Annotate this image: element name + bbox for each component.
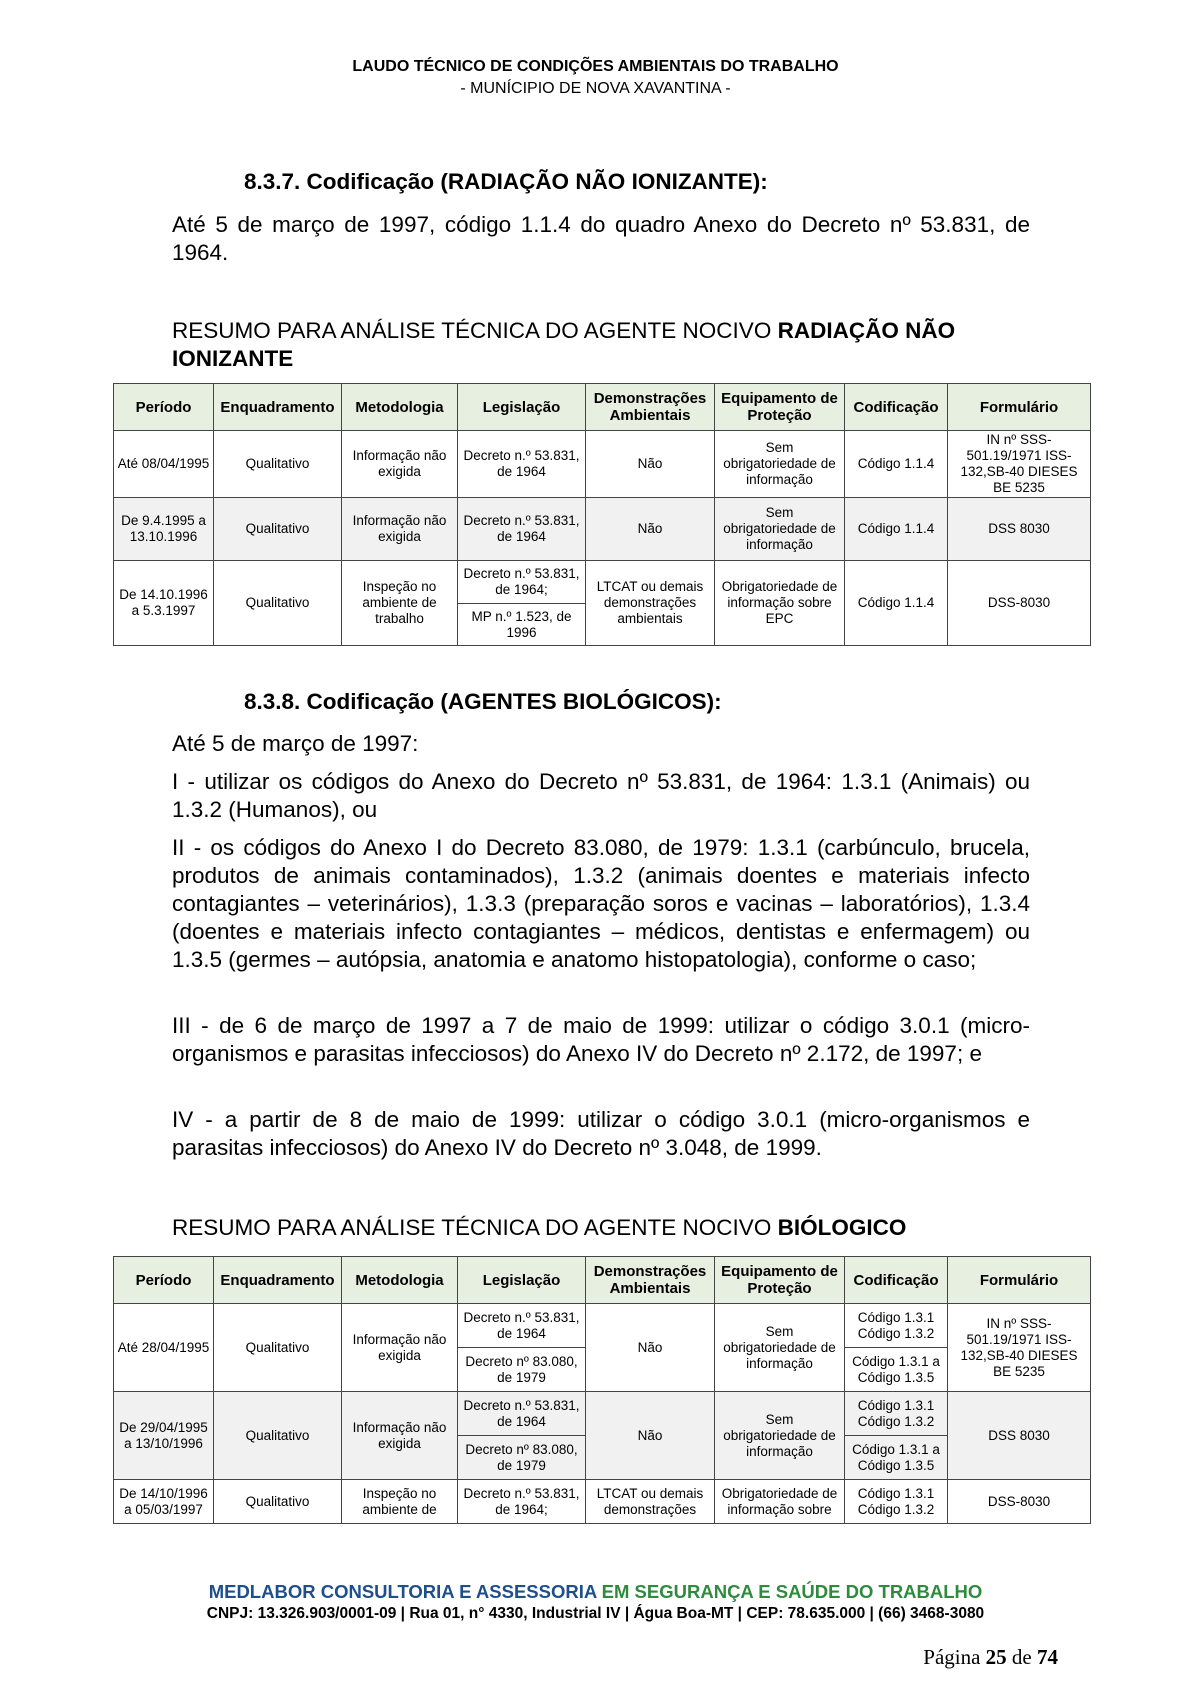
footer-company-name: MEDLABOR CONSULTORIA E ASSESSORIA [208, 1581, 597, 1602]
col-header-codificacao: Codificação [845, 384, 948, 431]
page-total: 74 [1037, 1645, 1058, 1669]
cell-enquadramento: Qualitativo [214, 1304, 342, 1392]
cell-equipamento: Sem obrigatoriedade de informação [715, 498, 845, 561]
cell-formulario: IN nº SSS-501.19/1971 ISS-132,SB-40 DIESES BE 5235 [948, 1304, 1091, 1392]
page-number [923, 1645, 1058, 1670]
cell-formulario: DSS 8030 [948, 1392, 1091, 1480]
cell-demonstracoes: Não [586, 431, 715, 498]
col-header-enquadramento: Enquadramento [214, 384, 342, 431]
section-8-3-7-title: 8.3.7. Codificação (RADIAÇÃO NÃO IONIZANTE): [244, 169, 768, 194]
section-8-3-8-item-4: IV - a partir de 8 de maio de 1999: utilizar o código 3.0.1 (micro-organismos e parasitas infecciosos) do Anexo IV do Decreto nº 3.048, de 1999. [172, 1107, 1030, 1160]
cell-metodologia: Informação não exigida [342, 1392, 458, 1480]
col-header-legislacao: Legislação [458, 1257, 586, 1304]
resumo-prefix: RESUMO PARA ANÁLISE TÉCNICA DO AGENTE NOCIVO [172, 318, 778, 343]
cell-equipamento: Sem obrigatoriedade de informação [715, 1392, 845, 1480]
col-header-formulario: Formulário [948, 384, 1091, 431]
col-header-formulario: Formulário [948, 1257, 1091, 1304]
cell-demonstracoes: Não [586, 498, 715, 561]
table-row [114, 1392, 1091, 1436]
cell-demonstracoes: LTCAT ou demais demonstrações ambientais [586, 561, 715, 646]
cell-legislacao: Decreto nº 83.080, de 1979 [458, 1348, 586, 1392]
cell-legislacao: Decreto n.º 53.831, de 1964 [458, 498, 586, 561]
section-8-3-7-text: Até 5 de março de 1997, código 1.1.4 do quadro Anexo do Decreto nº 53.831, de 1964. [172, 212, 1030, 265]
radiacao-summary-table [113, 383, 1091, 646]
col-header-periodo: Período [114, 384, 214, 431]
table-row [114, 431, 1091, 498]
resumo-biologico-heading [172, 1214, 1042, 1242]
cell-enquadramento: Qualitativo [214, 1480, 342, 1524]
cell-periodo: De 29/04/1995 a 13/10/1996 [114, 1392, 214, 1480]
col-header-metodologia: Metodologia [342, 1257, 458, 1304]
col-header-periodo: Período [114, 1257, 214, 1304]
cell-legislacao: Decreto n.º 53.831, de 1964 [458, 1392, 586, 1436]
cell-metodologia: Inspeção no ambiente de trabalho [342, 561, 458, 646]
resumo-radiacao-heading [172, 317, 1042, 373]
col-header-equipamento: Equipamento de Proteção [715, 1257, 845, 1304]
table-row [114, 1304, 1091, 1348]
cell-enquadramento: Qualitativo [214, 1392, 342, 1480]
cell-periodo: De 14.10.1996 a 5.3.1997 [114, 561, 214, 646]
footer-company [0, 1581, 1191, 1603]
col-header-enquadramento: Enquadramento [214, 1257, 342, 1304]
cell-codificacao: Código 1.1.4 [845, 431, 948, 498]
cell-formulario: DSS-8030 [948, 1480, 1091, 1524]
col-header-codificacao: Codificação [845, 1257, 948, 1304]
page-label: Página [923, 1645, 981, 1669]
cell-formulario: DSS 8030 [948, 498, 1091, 561]
cell-legislacao: Decreto n.º 53.831, de 1964; [458, 1480, 586, 1524]
cell-metodologia: Informação não exigida [342, 498, 458, 561]
cell-legislacao: Decreto n.º 53.831, de 1964 [458, 1304, 586, 1348]
cell-demonstracoes: LTCAT ou demais demonstrações [586, 1480, 715, 1524]
section-8-3-8-item-3: III - de 6 de março de 1997 a 7 de maio de 1999: utilizar o código 3.0.1 (micro-organismos e parasitas infecciosos) do Anexo IV do Decreto nº 2.172, de 1997; e [172, 1013, 1030, 1066]
resumo-agent: RADIAÇÃO NÃO IONIZANTE [172, 318, 956, 371]
cell-periodo: De 14/10/1996 a 05/03/1997 [114, 1480, 214, 1524]
section-8-3-8-title: 8.3.8. Codificação (AGENTES BIOLÓGICOS): [244, 689, 722, 714]
col-header-demonstracoes: Demonstrações Ambientais [586, 384, 715, 431]
cell-equipamento: Sem obrigatoriedade de informação [715, 431, 845, 498]
cell-periodo: Até 08/04/1995 [114, 431, 214, 498]
table-row [114, 498, 1091, 561]
cell-codificacao: Código 1.3.1 Código 1.3.2 [845, 1304, 948, 1348]
resumo-prefix: RESUMO PARA ANÁLISE TÉCNICA DO AGENTE NOCIVO [172, 1215, 778, 1240]
cell-equipamento: Obrigatoriedade de informação sobre EPC [715, 561, 845, 646]
resumo-agent: BIÓLOGICO [777, 1215, 907, 1240]
cell-enquadramento: Qualitativo [214, 431, 342, 498]
table-header-row [114, 384, 1091, 431]
section-8-3-8-intro: Até 5 de março de 1997: [172, 731, 419, 756]
cell-codificacao: Código 1.1.4 [845, 561, 948, 646]
cell-codificacao: Código 1.3.1 a Código 1.3.5 [845, 1348, 948, 1392]
table-header-row [114, 1257, 1091, 1304]
cell-metodologia: Informação não exigida [342, 431, 458, 498]
cell-legislacao: Decreto n.º 53.831, de 1964; [458, 561, 586, 604]
table-row [114, 561, 1091, 604]
cell-equipamento: Obrigatoriedade de informação sobre [715, 1480, 845, 1524]
cell-demonstracoes: Não [586, 1392, 715, 1480]
cell-metodologia: Informação não exigida [342, 1304, 458, 1392]
cell-legislacao: Decreto n.º 53.831, de 1964 [458, 431, 586, 498]
footer-company-suffix: EM SEGURANÇA E SAÚDE DO TRABALHO [601, 1581, 983, 1602]
cell-formulario: DSS-8030 [948, 561, 1091, 646]
section-8-3-8-item-2: II - os códigos do Anexo I do Decreto 83.080, de 1979: 1.3.1 (carbúnculo, brucela, produtos de animais contaminados), 1.3.2 (animais doentes e materiais infecto contagiantes – veterinários), 1.3.3 (preparação soros e vacinas – laboratórios), 1.3.4 (doentes e materiais infecto contagiantes – médicos, dentistas e enfermagem) ou 1.3.5 (germes – autópsia, anatomia e anatomo histopatologia), conforme o caso; [172, 835, 1030, 972]
cell-codificacao: Código 1.3.1 Código 1.3.2 [845, 1480, 948, 1524]
col-header-metodologia: Metodologia [342, 384, 458, 431]
cell-codificacao: Código 1.1.4 [845, 498, 948, 561]
cell-demonstracoes: Não [586, 1304, 715, 1392]
cell-periodo: Até 28/04/1995 [114, 1304, 214, 1392]
cell-formulario: IN nº SSS-501.19/1971 ISS-132,SB-40 DIESES BE 5235 [948, 431, 1091, 498]
cell-equipamento: Sem obrigatoriedade de informação [715, 1304, 845, 1392]
cell-legislacao: MP n.º 1.523, de 1996 [458, 604, 586, 646]
col-header-legislacao: Legislação [458, 384, 586, 431]
document-header-subtitle: - MUNÍCIPIO DE NOVA XAVANTINA - [460, 80, 731, 97]
cell-codificacao: Código 1.3.1 Código 1.3.2 [845, 1392, 948, 1436]
col-header-equipamento: Equipamento de Proteção [715, 384, 845, 431]
page-current: 25 [985, 1645, 1007, 1669]
page-of: de [1011, 1645, 1032, 1669]
cell-enquadramento: Qualitativo [214, 498, 342, 561]
section-8-3-8-item-1: I - utilizar os códigos do Anexo do Decreto nº 53.831, de 1964: 1.3.1 (Animais) ou 1.3.2 (Humanos), ou [172, 769, 1030, 822]
biologico-summary-table [113, 1256, 1091, 1524]
document-header-title: LAUDO TÉCNICO DE CONDIÇÕES AMBIENTAIS DO TRABALHO [352, 58, 839, 75]
cell-legislacao: Decreto nº 83.080, de 1979 [458, 1436, 586, 1480]
cell-enquadramento: Qualitativo [214, 561, 342, 646]
table-row [114, 1480, 1091, 1524]
cell-metodologia: Inspeção no ambiente de [342, 1480, 458, 1524]
cell-periodo: De 9.4.1995 a 13.10.1996 [114, 498, 214, 561]
col-header-demonstracoes: Demonstrações Ambientais [586, 1257, 715, 1304]
footer-address: CNPJ: 13.326.903/0001-09 | Rua 01, n° 4330, Industrial IV | Água Boa-MT | CEP: 78.635.000 | (66) 3468-3080 [206, 1605, 985, 1622]
cell-codificacao: Código 1.3.1 a Código 1.3.5 [845, 1436, 948, 1480]
